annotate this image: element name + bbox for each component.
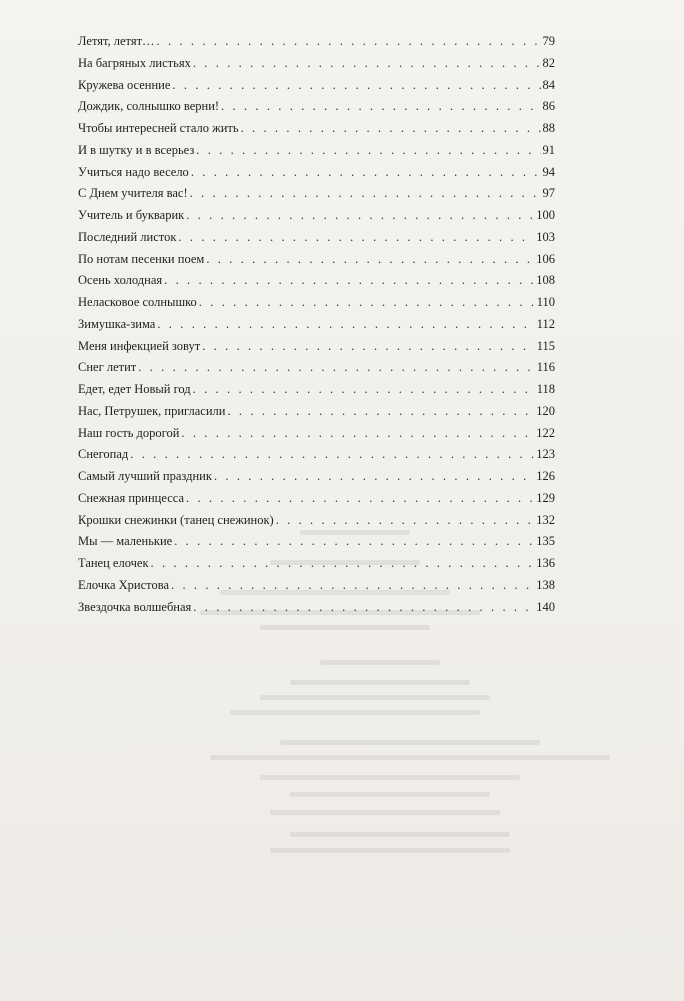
toc-entry xyxy=(78,597,555,619)
toc-entry-title: Осень холодная xyxy=(78,273,163,288)
toc-entry-title: С Днем учителя вас! xyxy=(78,186,188,201)
toc-entry xyxy=(78,118,555,140)
toc-entry xyxy=(78,575,555,597)
toc-entry xyxy=(78,379,555,401)
toc-entry xyxy=(78,401,555,423)
toc-entry-title: Учитель и букварик xyxy=(78,208,185,222)
toc-entry-page-number: 100 xyxy=(536,208,555,222)
toc-dot-leader xyxy=(164,270,534,292)
toc-dot-leader xyxy=(186,205,534,227)
toc-entry xyxy=(78,292,555,314)
toc-dot-leader xyxy=(178,227,534,249)
toc-entry xyxy=(78,227,555,249)
toc-dot-leader xyxy=(174,531,534,553)
toc-entry-page-number: 122 xyxy=(536,425,555,440)
toc-entry xyxy=(78,96,555,118)
toc-dot-leader xyxy=(193,53,541,75)
toc-dot-leader xyxy=(190,183,541,205)
toc-entry xyxy=(78,357,555,379)
toc-dot-leader xyxy=(186,488,534,510)
toc-dot-leader xyxy=(193,379,535,401)
toc-entry-page-number: 135 xyxy=(536,534,555,549)
toc-entry xyxy=(78,162,555,184)
toc-entry xyxy=(78,140,555,162)
toc-entry-title: Дождик, солнышко верни! xyxy=(78,99,220,114)
toc-entry xyxy=(78,314,555,336)
toc-entry-title: Летят, летят… xyxy=(78,34,155,48)
toc-entry-title: Меня инфекцией зовут xyxy=(78,338,201,353)
toc-entry xyxy=(78,510,555,532)
toc-entry-title: Едет, едет Новый год xyxy=(78,382,191,396)
toc-entry-page-number: 116 xyxy=(536,360,555,375)
toc-dot-leader xyxy=(276,510,535,532)
table-of-contents xyxy=(78,31,555,618)
toc-dot-leader xyxy=(241,118,541,140)
toc-entry-page-number: 88 xyxy=(542,121,555,135)
toc-entry-page-number: 79 xyxy=(542,34,555,48)
toc-entry-title: На багряных листьях xyxy=(78,55,191,70)
toc-entry-page-number: 97 xyxy=(542,186,555,201)
toc-entry xyxy=(78,183,555,205)
toc-entry-title: Самый лучший праздник xyxy=(78,469,212,483)
toc-entry-page-number: 115 xyxy=(536,338,555,353)
toc-dot-leader xyxy=(214,466,534,488)
toc-entry-title: Учиться надо весело xyxy=(78,164,189,179)
toc-dot-leader xyxy=(199,292,535,314)
toc-entry-page-number: 103 xyxy=(536,229,555,244)
toc-entry-page-number: 94 xyxy=(542,164,555,179)
toc-entry-page-number: 138 xyxy=(536,577,555,592)
toc-dot-leader xyxy=(151,553,535,575)
toc-entry-page-number: 129 xyxy=(536,490,555,505)
toc-dot-leader xyxy=(193,597,534,619)
toc-entry-page-number: 108 xyxy=(536,273,555,288)
toc-entry xyxy=(78,444,555,466)
toc-entry xyxy=(78,53,555,75)
toc-entry xyxy=(78,488,555,510)
toc-dot-leader xyxy=(157,314,534,336)
toc-entry-title: Елочка Христова xyxy=(78,577,169,592)
toc-entry xyxy=(78,205,555,227)
toc-entry xyxy=(78,531,555,553)
toc-entry-title: По нотам песенки поем xyxy=(78,251,205,266)
toc-entry-title: Последний листок xyxy=(78,229,177,244)
toc-entry xyxy=(78,270,555,292)
toc-dot-leader xyxy=(171,575,534,597)
toc-dot-leader xyxy=(181,423,534,445)
toc-entry xyxy=(78,249,555,271)
toc-entry xyxy=(78,553,555,575)
toc-entry-page-number: 120 xyxy=(536,403,555,418)
toc-entry-title: Танец елочек xyxy=(78,556,149,570)
toc-dot-leader xyxy=(196,140,540,162)
toc-entry xyxy=(78,336,555,358)
toc-entry-page-number: 136 xyxy=(536,556,555,570)
toc-entry-title: Мы — маленькие xyxy=(78,534,173,549)
toc-entry-page-number: 86 xyxy=(542,99,555,114)
toc-entry-page-number: 82 xyxy=(542,55,555,70)
toc-entry-page-number: 123 xyxy=(536,447,555,462)
toc-entry-page-number: 91 xyxy=(542,142,555,157)
toc-entry-title: Снег летит xyxy=(78,360,137,375)
toc-entry-title: Звездочка волшебная xyxy=(78,599,192,614)
toc-dot-leader xyxy=(227,401,534,423)
toc-dot-leader xyxy=(221,96,540,118)
toc-dot-leader xyxy=(202,336,534,358)
toc-entry-title: Снегопад xyxy=(78,447,129,462)
toc-entry-page-number: 106 xyxy=(536,251,555,266)
toc-dot-leader xyxy=(191,162,541,184)
toc-entry-page-number: 126 xyxy=(536,469,555,483)
toc-entry-page-number: 118 xyxy=(536,382,555,396)
toc-entry-page-number: 112 xyxy=(536,316,555,331)
toc-entry-title: Крошки снежинки (танец снежинок) xyxy=(78,512,274,527)
toc-entry xyxy=(78,75,555,97)
toc-entry-title: Зимушка-зима xyxy=(78,316,156,331)
toc-entry-title: И в шутку и в всерьез xyxy=(78,142,195,157)
toc-entry-title: Снежная принцесса xyxy=(78,490,184,505)
toc-dot-leader xyxy=(157,31,541,53)
toc-entry-title: Чтобы интересней стало жить xyxy=(78,121,239,135)
toc-entry xyxy=(78,423,555,445)
toc-entry-title: Наш гость дорогой xyxy=(78,425,180,440)
toc-entry-title: Нас, Петрушек, пригласили xyxy=(78,403,226,418)
toc-entry-page-number: 84 xyxy=(542,77,555,92)
toc-dot-leader xyxy=(130,444,534,466)
toc-dot-leader xyxy=(138,357,534,379)
toc-entry-title: Неласковое солнышко xyxy=(78,295,197,309)
toc-entry-page-number: 132 xyxy=(536,512,555,527)
toc-entry xyxy=(78,466,555,488)
toc-entry xyxy=(78,31,555,53)
toc-entry-title: Кружева осенние xyxy=(78,77,171,92)
toc-dot-leader xyxy=(206,249,534,271)
toc-entry-page-number: 110 xyxy=(536,295,555,309)
toc-dot-leader xyxy=(172,75,540,97)
toc-entry-page-number: 140 xyxy=(536,599,555,614)
